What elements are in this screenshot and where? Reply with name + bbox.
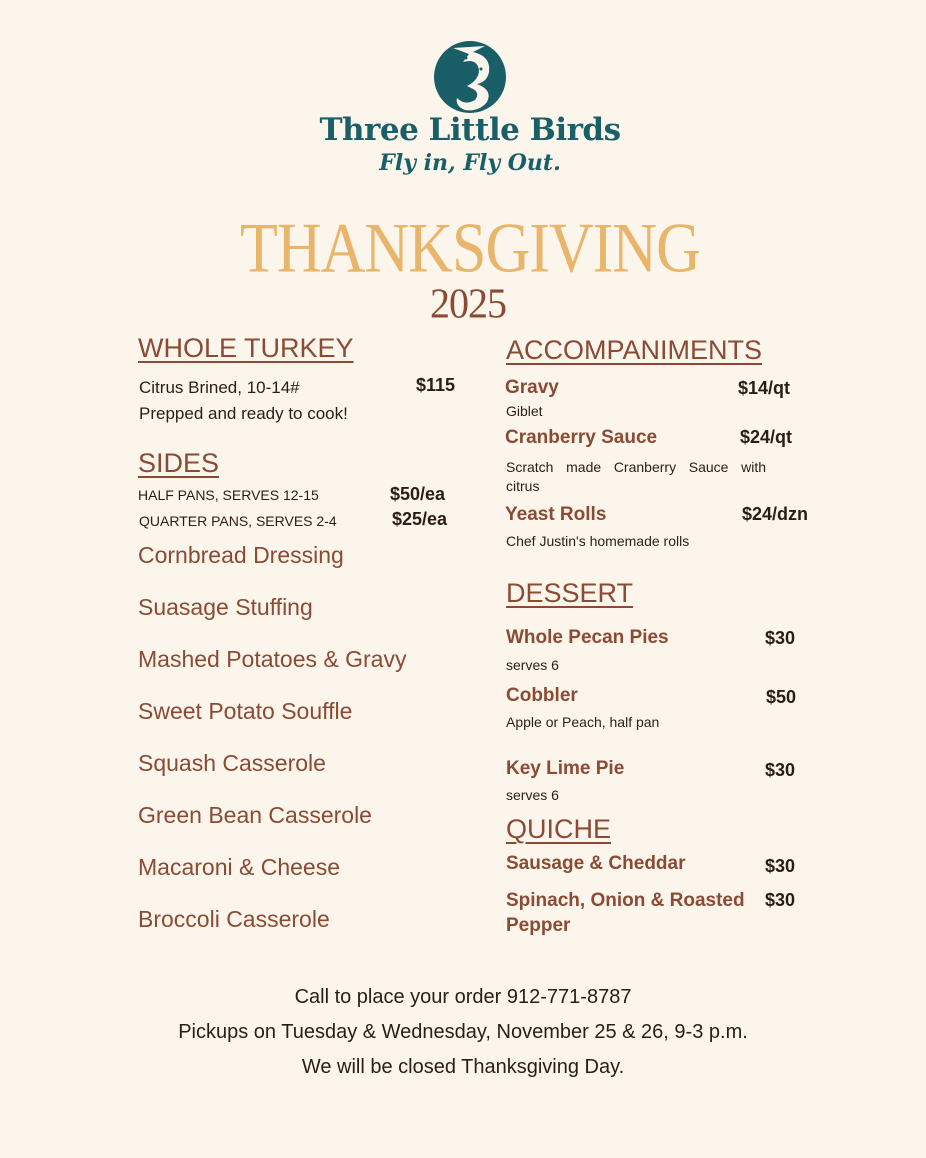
quiche-spinach-name: Spinach, Onion & Roasted Pepper [506, 890, 745, 936]
quarter-pan-price: $25/ea [392, 509, 448, 529]
pecan-pie-name: Whole Pecan Pies [506, 627, 669, 648]
quiche-sausage-name: Sausage & Cheddar [506, 853, 686, 874]
side-item: Mashed Potatoes & Gravy [138, 646, 407, 672]
rolls-name: Yeast Rolls [505, 504, 607, 525]
brand-tagline: Fly in, Fly Out. [379, 150, 561, 176]
side-item: Squash Casserole [138, 750, 326, 776]
quiche-sausage-price: $30 [765, 856, 796, 876]
key-lime-pie-description: serves 6 [506, 787, 559, 803]
turkey-price: $115 [416, 375, 456, 395]
gravy-price: $14/qt [738, 378, 791, 398]
gravy-name: Gravy [505, 377, 559, 398]
quiche-spinach-price: $30 [765, 890, 796, 910]
cobbler-price: $50 [766, 687, 797, 707]
key-lime-pie-price: $30 [765, 760, 796, 780]
side-item: Sweet Potato Souffle [138, 698, 353, 724]
brand-name: Three Little Birds [319, 112, 621, 148]
page-title: THANKSGIVING [240, 209, 700, 288]
three-birds-logo-icon [433, 40, 507, 114]
key-lime-pie-name: Key Lime Pie [506, 758, 625, 779]
gravy-description: Giblet [506, 403, 543, 419]
sides-heading: SIDES [138, 448, 220, 478]
rolls-description: Chef Justin's homemade rolls [506, 533, 690, 549]
half-pan-price: $50/ea [390, 484, 446, 504]
cranberry-name: Cranberry Sauce [505, 427, 658, 448]
side-item: Cornbread Dressing [138, 542, 344, 568]
quiche-heading: QUICHE [506, 814, 612, 844]
accompaniments-heading: ACCOMPANIMENTS [506, 335, 763, 365]
order-phone-line: Call to place your order 912-771-8787 [294, 986, 632, 1008]
whole-turkey-heading: WHOLE TURKEY [138, 333, 354, 363]
dessert-heading: DESSERT [506, 578, 634, 608]
cranberry-description: Scratch made Cranberry Sauce with citrus [506, 459, 766, 494]
year-label: 2025 [430, 279, 506, 328]
quarter-pan-label: QUARTER PANS, SERVES 2-4 [139, 513, 337, 529]
rolls-price: $24/dzn [742, 504, 809, 524]
pecan-pie-price: $30 [765, 628, 796, 648]
pickup-info-line: Pickups on Tuesday & Wednesday, November 25 & 26, 9-3 p.m. [178, 1021, 748, 1043]
cobbler-name: Cobbler [506, 685, 578, 706]
side-item: Broccoli Casserole [138, 906, 330, 932]
turkey-note: Prepped and ready to cook! [139, 404, 348, 423]
side-item: Suasage Stuffing [138, 594, 313, 620]
turkey-description: Citrus Brined, 10-14# [139, 378, 300, 397]
half-pan-label: HALF PANS, SERVES 12-15 [138, 487, 319, 503]
cobbler-description: Apple or Peach, half pan [506, 714, 660, 730]
closed-notice-line: We will be closed Thanksgiving Day. [301, 1056, 625, 1078]
cranberry-price: $24/qt [740, 427, 793, 447]
side-item: Macaroni & Cheese [138, 854, 340, 880]
side-item: Green Bean Casserole [138, 802, 372, 828]
pecan-pie-description: serves 6 [506, 657, 559, 673]
